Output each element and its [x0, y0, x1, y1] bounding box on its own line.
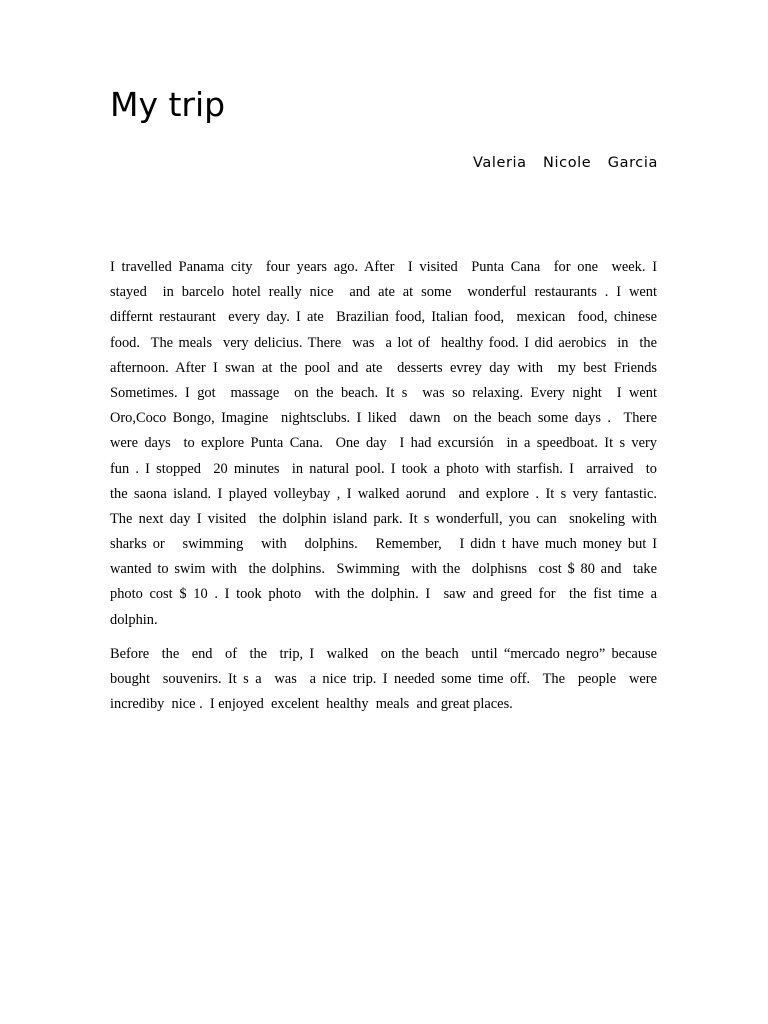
text-line: bought souvenirs. It s a was a nice trip. I needed some time off. The people were	[110, 671, 657, 687]
text-line: dolphin.	[110, 611, 158, 628]
paragraph-1	[110, 255, 657, 633]
text-line: were days to explore Punta Cana. One day I had excursión in a speedboat. It s very	[110, 435, 657, 452]
text-line: photo cost $ 10 . I took photo with the dolphin. I saw and greed for the fist time a	[110, 586, 657, 603]
text-line: stayed in barcelo hotel really nice and ate at some wonderful restaurants . I went	[110, 284, 657, 301]
text-line: the saona island. I played volleybay , I walked aorund and explore . It s very fantastic.	[110, 485, 657, 502]
author-name: Valeria Nicole Garcia	[472, 155, 658, 171]
text-line: sharks or swimming with dolphins. Remember, I didn t have much money but I	[110, 536, 657, 553]
text-line: I travelled Panama city four years ago. After I visited Punta Cana for one week. I	[110, 259, 657, 275]
text-line: Sometimes. I got massage on the beach. It s was so relaxing. Every night I went	[110, 384, 657, 401]
text-line: differnt restaurant every day. I ate Brazilian food, Italian food, mexican food, chinese	[110, 309, 657, 326]
text-line: food. The meals very delicius. There was a lot of healthy food. I did aerobics in the	[110, 334, 657, 351]
text-line: wanted to swim with the dolphins. Swimming with the dolphisns cost $ 80 and take	[110, 561, 657, 578]
document-title: My trip	[110, 85, 226, 124]
document-body	[110, 255, 657, 717]
text-line: Before the end of the trip, I walked on the beach until “mercado negro” because	[110, 645, 657, 662]
text-line: Oro,Coco Bongo, Imagine nightsclubs. I liked dawn on the beach some days . There	[110, 410, 657, 427]
text-line: The next day I visited the dolphin island park. It s wonderfull, you can snokeling with	[110, 510, 657, 527]
paragraph-spacer	[110, 633, 657, 642]
text-line: afternoon. After I swan at the pool and ate desserts evrey day with my best Friends	[110, 359, 657, 376]
text-line: fun . I stopped 20 minutes in natural pool. I took a photo with starfish. I arraived to	[110, 460, 657, 477]
text-line: incrediby nice . I enjoyed excelent healthy meals and great places.	[110, 696, 513, 713]
paragraph-2	[110, 642, 657, 718]
